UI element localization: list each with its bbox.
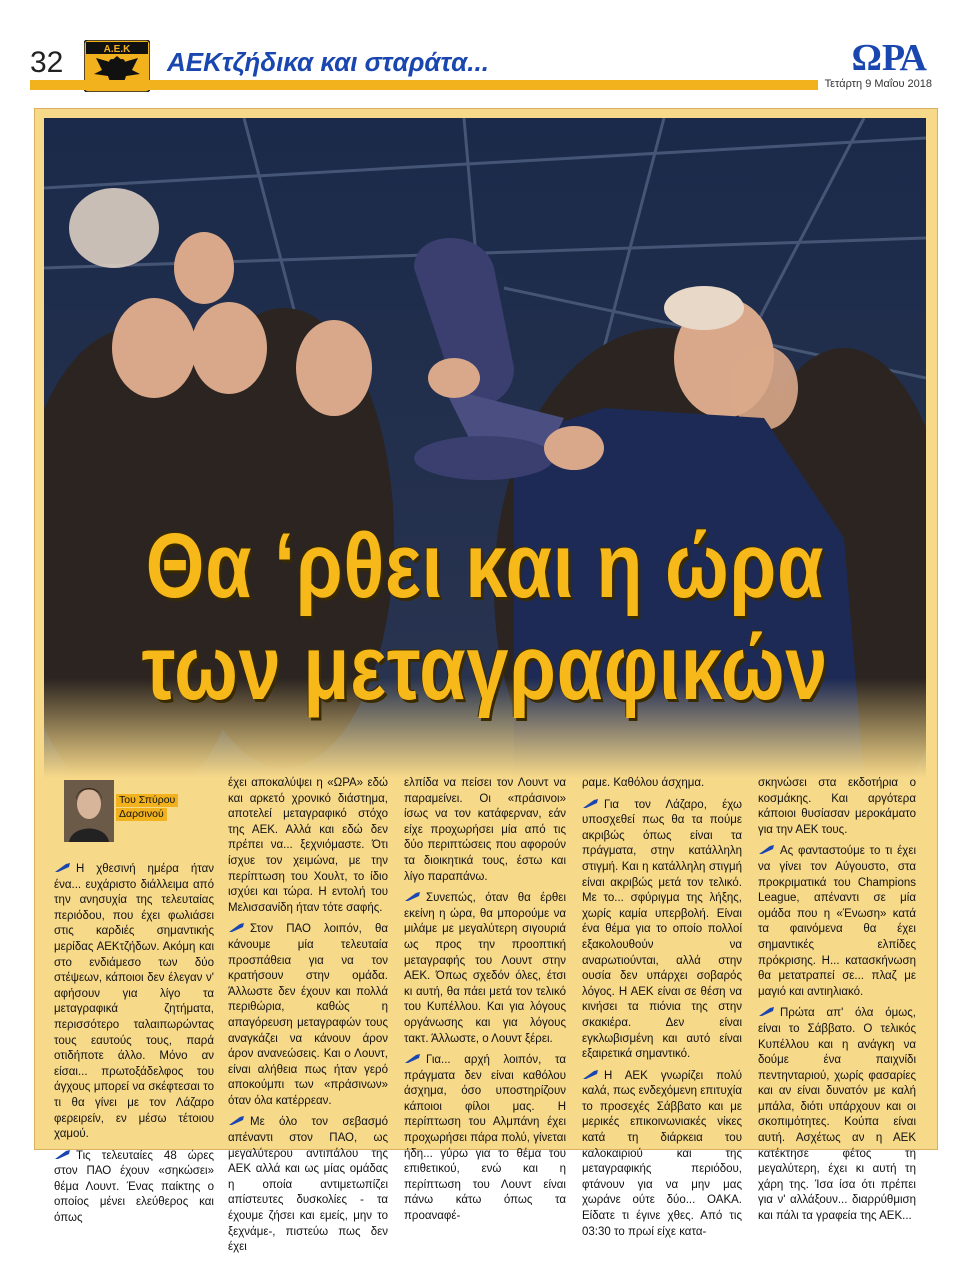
column-1 — [54, 862, 214, 1233]
pen-icon — [228, 1115, 246, 1126]
paragraph: σκηνώσει στα εκδοτήρια ο κοσμάκης. Και αργότερα κάποιοι θυσίασαν μεροκάματο για την ΑΕΚ τους. — [758, 777, 916, 836]
column-5 — [758, 776, 916, 1231]
pen-icon — [758, 1006, 776, 1017]
paragraph: Για τον Λάζαρο, έχω υποσχεθεί πως θα τα πούμε ακριβώς όπως είναι τα πράγματα, στην κατάλληλη στιγμή. Και η κατάλληλη στιγμή είναι ακριβώς μετά τον τελικό. Με το... σφύριγμα της λήξης, χωρίς καμία υπερβολή. Είναι ένα θέμα για το οποίο πολλοί εξακολουθούν να αναρωτιούνται, αλλά στην ουσία δεν υπάρχει σοβαρός λόγος. Η ΑΕΚ είναι σε θέση να κινήσει τα πιόνια της στην σκακιέρα. Δεν είναι εγκλωβισμένη και αυτό είναι εξαιρετικά σημαντικό. — [582, 798, 742, 1061]
page-header — [0, 0, 960, 96]
pen-icon — [54, 862, 72, 873]
column-3 — [404, 776, 566, 1231]
pen-icon — [54, 1149, 72, 1160]
article-body — [44, 770, 926, 1254]
newspaper-brand: ΩΡΑ — [851, 37, 927, 79]
pen-icon — [404, 891, 422, 902]
header-rule — [30, 80, 818, 90]
paragraph: Η χθεσινή ημέρα ήταν ένα... ευχάριστο διάλλειμα από την ανησυχία της τελευταίας περιόδου, που έχει φωλιάσει στις καρδιές σημαντικής μερίδας ΑΕΚτζήδων. Ακόμη και στο ενδιάμεσο των δύο στέψεων, κάποιοι δεν έλεγαν ν' αφήσουν για λίγο τα μεταγραφικά ζητήματα, περισσότερο ταλαιπωρώντας τους εαυτούς τους, παρά οτιδήποτε άλλο. Μόνο αν είσαι... πρωτοξάδελφος του άγχους μπορεί να σκέφτεσαι το τι θα γίνει με τον Λάζαρο φερειρείν, εν μέσω τέτοιου χαμού. — [54, 863, 214, 1141]
pen-icon — [404, 1053, 422, 1064]
paragraph: ραμε. Καθόλου άσχημα. — [582, 777, 705, 789]
author-name-line-1: Του Σπύρου — [116, 794, 178, 807]
pen-icon — [582, 798, 600, 809]
headline-line-1: Θα ‘ρθει και η ώρα — [145, 515, 825, 617]
paragraph: ελπίδα να πείσει τον Λουντ να παραμείνει. Οι «πράσινοι» ίσως να τον κατάφερναν, εάν είχε προχωρήσει μία από τις δύο περιπτώσεις που αφορούν τα διοικητικά τους, έστω και λίγο παραπάνω. — [404, 777, 566, 883]
paragraph: Η ΑΕΚ γνωρίζει πολύ καλά, πως ενδεχόμενη επιτυχία το προσεχές Σάββατο και με μερικές επικοινωνιακές νίκες κατά τη διάρκεια του καλοκαιριού και της μεταγραφικής περιόδου, φτάνουν για να μην μας χωράνε ούτε δύο... ΟΑΚΑ. Είδατε τι έγινε χθες. Από τις 03:30 το πρωί είχε κατα- — [582, 1069, 742, 1238]
paragraph: Για... αρχή λοιπόν, τα πράγματα δεν είναι καθόλου άσχημα, όσο υποστηρίζουν κάποιοι φίλοι μας. Η περίπτωση του Αλμπάνη έχει προχωρήσει πάρα πολύ, γίνεται ήδη... γύρω για το θέμα του επιθετικού, ενώ και η περίπτωση του Λουντ είναι πάνω κάτω όπως τα προαναφέ- — [404, 1054, 566, 1223]
logo-text: Α.Ε.Κ — [103, 44, 131, 55]
paragraph: Στον ΠΑΟ λοιπόν, θα κάνουμε μία τελευταία προσπάθεια για να τον κρατήσουν στην ομάδα. Άλλωστε δεν έχουν και πολλά περιθώρια, καθώς η απαγόρευση μεταγραφών τους αναγκάζει να κάνουν άρον άρον ανανεώσεις. Και ο Λουντ, είναι αλήθεια πως ήταν γερό αποκούμπι των «πράσινων» όταν όλα κατέρρεαν. — [228, 923, 388, 1107]
pen-icon — [228, 922, 246, 933]
headline-line-2: των μεταγραφικών — [141, 617, 829, 719]
paragraph: Συνεπώς, όταν θα έρθει εκείνη η ώρα, θα μπορούμε να μιλάμε με μεγαλύτερη σιγουριά ως προς την προοπτική μεταγραφής του Λουντ στην ΑΕΚ. Όπως σχεδόν όλες, έτσι κι αυτή, θα πάει μετά τον τελικό του Κυπέλλου. Και για λόγους οργάνωσης και για λόγους τακτ. Άλλωστε, ο Λουντ ξέρει. — [404, 892, 566, 1045]
author-name-line-2: Δαρσινού — [116, 808, 167, 821]
author-avatar — [64, 780, 114, 842]
paragraph: έχει αποκαλύψει η «ΩΡΑ» εδώ και αρκετό χρονικό διάστημα, αποτελεί μεταγραφικό στόχο της ΑΕΚ. Αλλά και εδώ δεν πρέπει να... ξεχνιόμαστε. Ότι ίσχυε τον χειμώνα, με την περίπτωση του Χουλτ, το ίδιο ισχύει και τώρα. Η εντολή του Μελισσανίδη ήταν τότε σαφής. — [228, 777, 388, 914]
page-number: 32 — [30, 46, 64, 79]
column-2 — [228, 776, 388, 1262]
pen-icon — [582, 1069, 600, 1080]
article-headline — [123, 515, 846, 719]
paragraph: Με όλο τον σεβασμό απέναντι στον ΠΑΟ, ως μεγαλύτερου αντιπάλου της ΑΕΚ αλλά και ως μίας ομάδας η οποία αντιμετωπίζει απίστευτες δυσκολίες - τα έχουμε ζήσει και εμείς, μην το ξεχνάμε-, πιστεύω πως δεν έχει — [228, 1116, 388, 1254]
pen-icon — [758, 844, 776, 855]
paragraph: Ας φανταστούμε το τι έχει να γίνει τον Αύγουστο, στα προκριματικά του Champions League, απέναντι σε μία ομάδα που η «Ένωση» κατά τα φαινόμενα θα έχει σημαντικές ελπίδες πρόκρισης. Η... κατασκήνωση θα μετατραπεί σε... πλαζ με μαγιό και αντιηλιακό. — [758, 845, 916, 998]
paragraph: Πρώτα απ' όλα όμως, είναι το Σάββατο. Ο τελικός Κυπέλλου και η ανάγκη να δούμε ένα παιχνίδι πεντηνταριού, χωρίς φασαρίες και αν είναι δυνατόν με καλή μπάλα, διότι υπάρχουν και οι σκοπιμότητες. Κούπα είναι αυτή. Ασχέτως αν η ΑΕΚ κατέκτησε φέτος τη μεγαλύτερη, έχει κι αυτή τη χάρη της. Ίσα ίσα ότι πρέπει για ν' αλλάξουν... διαρρύθμιση και πάλι τα γραφεία της ΑΕΚ... — [758, 1007, 916, 1223]
issue-date: Τετάρτη 9 Μαΐου 2018 — [824, 78, 932, 90]
paragraph: Τις τελευταίες 48 ώρες στον ΠΑΟ έχουν «σηκώσει» θέμα Λουντ. Ένας παίκτης ο οποίος μένει ελεύθερος και όπως — [54, 1149, 214, 1225]
section-title: ΑΕΚτζήδικα και σταράτα... — [167, 47, 489, 77]
author-byline — [54, 780, 194, 842]
column-4 — [582, 776, 742, 1246]
